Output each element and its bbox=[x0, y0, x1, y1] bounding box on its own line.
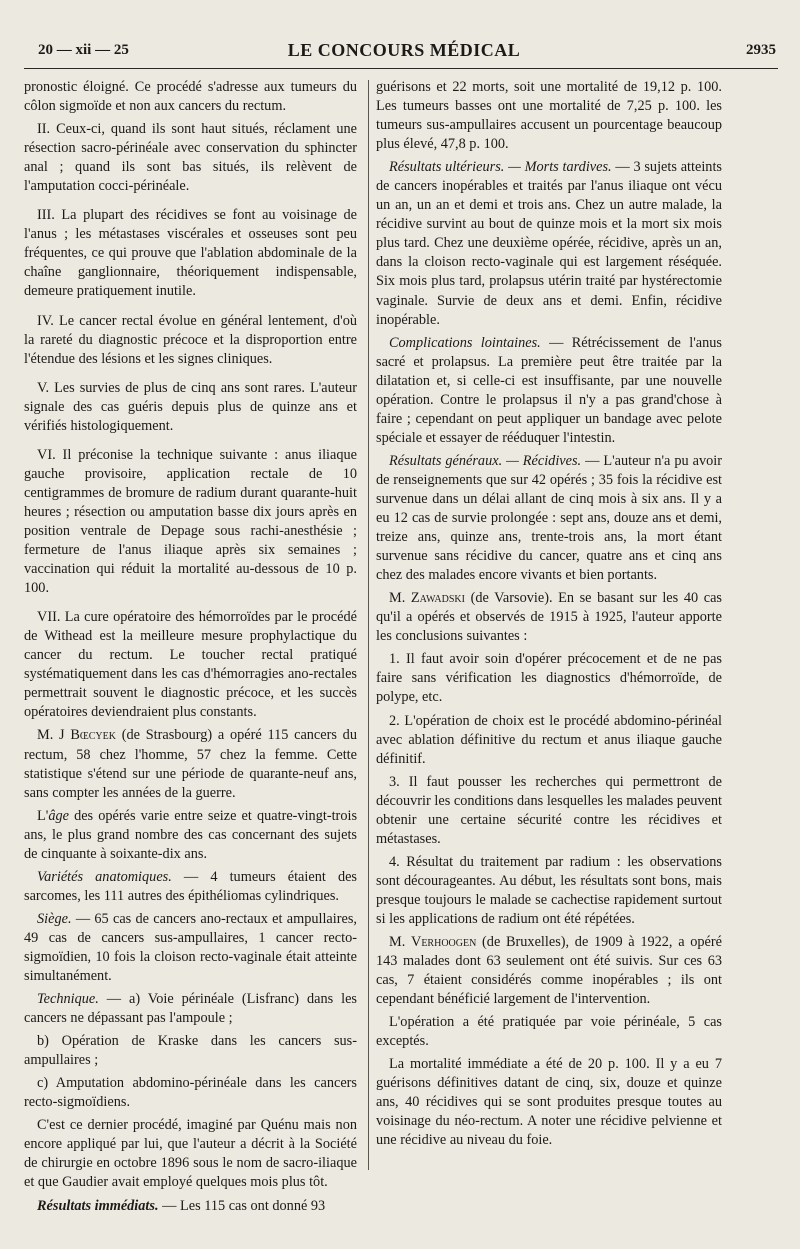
paragraph: pronostic éloigné. Ce procédé s'adresse aux tumeurs du côlon sigmoïde et non aux cancers du rectum. bbox=[24, 79, 357, 115]
header-rule bbox=[24, 68, 778, 69]
paragraph-text: — L'auteur n'a pu avoir de renseignements que sur 42 opérés ; 35 fois la récidive est survenue dans un délai allant de cinq mois à six ans. Il y a eu 12 cas de survie prolongée : sept ans, douze ans et demi, treize ans, quinze ans, trente-trois ans, la mort étant survenue sans récidive du cancer, quatre ans et cinq ans chez des malades encore vivants et bien portants. bbox=[376, 452, 722, 584]
section-heading: Résultats ultérieurs. — Morts tardives. bbox=[389, 159, 612, 176]
paragraph: 4. Résultat du traitement par radium : les observations sont décourageantes. Au début, les résultats sont bons, mais presque toujours le malade se cachectise rapidement surtout si les applications de radium ont été répétées. bbox=[376, 853, 722, 927]
section-heading: Siège. bbox=[37, 910, 72, 927]
paragraph-intro: M. bbox=[389, 590, 406, 607]
column-divider bbox=[368, 80, 369, 1170]
paragraph-text: — 4 tumeurs étaient des sarcomes, les 111 autres des épithéliomas cylindriques. bbox=[24, 868, 357, 904]
paragraph bbox=[24, 990, 357, 1028]
paragraph bbox=[376, 589, 722, 646]
paragraph-text: (de Strasbourg) a opéré 115 cancers du rectum, 58 chez l'homme, 57 chez la femme. Cette statistique s'étend sur une période de quarante-neuf ans, sans compter les années de la guerre. bbox=[24, 727, 357, 801]
paragraph-text: — Les 115 cas ont donné 93 bbox=[162, 1197, 326, 1214]
paragraph bbox=[24, 868, 357, 906]
page-number: 2935 bbox=[746, 42, 776, 58]
paragraph bbox=[376, 158, 722, 329]
paragraph: La mortalité immédiate a été de 20 p. 100. Il y a eu 7 guérisons définitives datant de cinq, six, douze et quinze ans, 40 récidives qui se sont produites presque toutes au voisinage du néo-rectum. A noter une récidive pelvienne et une récidive au niveau du foie. bbox=[376, 1056, 722, 1149]
paragraph: L'opération a été pratiquée par voie périnéale, 5 cas exceptés. bbox=[376, 1014, 722, 1050]
paragraph-text: (de Varsovie). En se basant sur les 40 cas qu'il a opérés et observés de 1915 à 1925, l'auteur apporte les conclusions suivantes : bbox=[376, 590, 722, 645]
paragraph: II. Ceux-ci, quand ils sont haut situés, réclament une résection sacro-périnéale avec conservation du sphincter anal ; quand ils sont bas situés, ils relèvent de l'amputation cocci-périnéale. bbox=[24, 121, 357, 195]
section-heading: Technique. bbox=[37, 991, 99, 1008]
paragraph: c) Amputation abdomino-périnéale dans les cancers recto-sigmoïdiens. bbox=[24, 1075, 357, 1111]
paragraph-text: — Rétrécissement de l'anus sacré et prolapsus. La première peut être traitée par la dilatation et, si celle-ci est insuffisante, par une nouvelle opération. Contre le prolapsus il n'y a pas grand'chose à faire ; cependant on peut appliquer un bandage avec pelote spéciale et essayer de rééduquer l'intestin. bbox=[376, 334, 722, 446]
paragraph: 1. Il faut avoir soin d'opérer précocement et de ne pas faire sans vérification les diagnostics d'hémorroïde, de polype, etc. bbox=[376, 651, 722, 706]
paragraph-text: — 65 cas de cancers ano-rectaux et ampullaires, 49 cas de cancers sus-ampullaires, 1 cancer recto-sigmoïdien, 10 fois la cloison recto-vaginale était atteinte simultanément. bbox=[24, 910, 357, 985]
section-heading: Résultats immédiats. bbox=[37, 1197, 159, 1214]
paragraph: 2. L'opération de choix est le procédé abdomino-périnéal avec ablation définitive du rectum et anus iliaque gauche définitif. bbox=[376, 712, 722, 767]
paragraph: VII. La cure opératoire des hémorroïdes par le procédé de Withead est la meilleure mesure prophylactique du cancer du rectum. Le toucher rectal pratiqué systématiquement dans les cas d'hémorragies ano-rectales permettrait souvent le diagnostic précoce, et les succès opératoires deviendraient plus constants. bbox=[24, 609, 357, 721]
paragraph: V. Les survies de plus de cinq ans sont rares. L'auteur signale des cas guéris depuis plus de quinze ans et vérifiés histologiquement. bbox=[24, 379, 357, 434]
paragraph bbox=[376, 933, 722, 1009]
paragraph-text: — a) Voie périnéale (Lisfranc) dans les cancers ne dépassant pas l'ampoule ; bbox=[24, 991, 357, 1027]
paragraph-intro: M. bbox=[389, 934, 406, 951]
paragraph: 3. Il faut pousser les recherches qui permettront de découvrir les conditions dans lesquelles les malades peuvent obtenir une certaine sécurité contre les récidives et métastases. bbox=[376, 773, 722, 847]
issue-date: 20 — xii — 25 bbox=[38, 42, 129, 58]
paragraph-intro: M. J bbox=[37, 727, 65, 744]
italic-term: âge bbox=[48, 807, 69, 824]
paragraph: b) Opération de Kraske dans les cancers sus-ampullaires ; bbox=[24, 1033, 357, 1069]
section-heading: Résultats généraux. — Récidives. bbox=[389, 452, 582, 469]
paragraph bbox=[376, 334, 722, 448]
paragraph bbox=[24, 807, 357, 864]
paragraph-text: — 3 sujets atteints de cancers inopérables et traités par l'anus iliaque ont vécu un an, un an et demi et trois ans. Chez un autre malade, la récidive survint au bout de quinze mois et la mort six mois plus tard. Chez une deuxième opérée, récidive, après un an, dans la cloison recto-vaginale qui est largement réséquée. Six mois plus tard, prolapsus utérin traité par hystérectomie vaginale. Survie de deux ans et demi. Enfin, récidive inopérable. bbox=[376, 159, 722, 328]
author-name: Verhoogen bbox=[411, 934, 477, 951]
paragraph: VI. Il préconise la technique suivante : anus iliaque gauche provisoire, application rectale de 10 centigrammes de bromure de radium durant quarante-huit heures ; résection ou amputation basse dix jours après en position ventrale de Depage sous rachi-anesthésie ; fermeture de l'anus iliaque après six semaines ; vaccination qui réduit la mortalité au-dessous de 10 p. 100. bbox=[24, 446, 357, 597]
paragraph: C'est ce dernier procédé, imaginé par Quénu mais non encore appliqué par lui, que l'auteur a décrit à la Société de chirurgie en octobre 1896 sous le nom de sacro-iliaque et que Gaudier avait employé quelques mois plus tôt. bbox=[24, 1117, 357, 1191]
section-heading: Variétés anatomiques. bbox=[37, 868, 172, 885]
left-column bbox=[24, 78, 357, 1220]
paragraph-text: des opérés varie entre seize et quatre-vingt-trois ans, le plus grand nombre des cas concernant des sujets de cinquante à soixante-dix ans. bbox=[24, 807, 358, 862]
paragraph-intro: L' bbox=[37, 807, 49, 824]
paragraph-text: (de Bruxelles), de 1909 à 1922, a opéré 143 malades dont 63 seulement ont été suivis. Sur ces 63 cas, 7 étaient considérés comme inopérables ; ils ont cependant bénéficié largement de l'intervention. bbox=[376, 934, 722, 1008]
paragraph bbox=[24, 910, 357, 986]
author-name: Zawadski bbox=[410, 590, 465, 607]
running-header bbox=[30, 40, 778, 64]
paragraph bbox=[24, 1197, 357, 1216]
right-column bbox=[376, 78, 722, 1155]
paragraph bbox=[24, 726, 357, 802]
paragraph: guérisons et 22 morts, soit une mortalité de 19,12 p. 100. Les tumeurs basses ont une mortalité de 7,25 p. 100. les tumeurs sus-ampullaires accusent un pourcentage beaucoup plus élevé, 47,8 p. 100. bbox=[376, 79, 722, 153]
journal-title: LE CONCOURS MÉDICAL bbox=[287, 40, 521, 60]
paragraph bbox=[376, 452, 722, 585]
paragraph: III. La plupart des récidives se font au voisinage de l'anus ; les métastases viscérales et osseuses sont peu fréquentes, ce qui prouve que l'ablation abdominale de la chaîne ganglionnaire, théoriquement indispensable, demeure pratiquement inutile. bbox=[24, 207, 357, 300]
author-name: Bœcyek bbox=[70, 727, 116, 744]
section-heading: Complications lointaines. bbox=[389, 334, 541, 351]
paragraph: IV. Le cancer rectal évolue en général lentement, d'où la rareté du diagnostic précoce et la disproportion entre l'étendue des lésions et les signes cliniques. bbox=[24, 312, 357, 367]
